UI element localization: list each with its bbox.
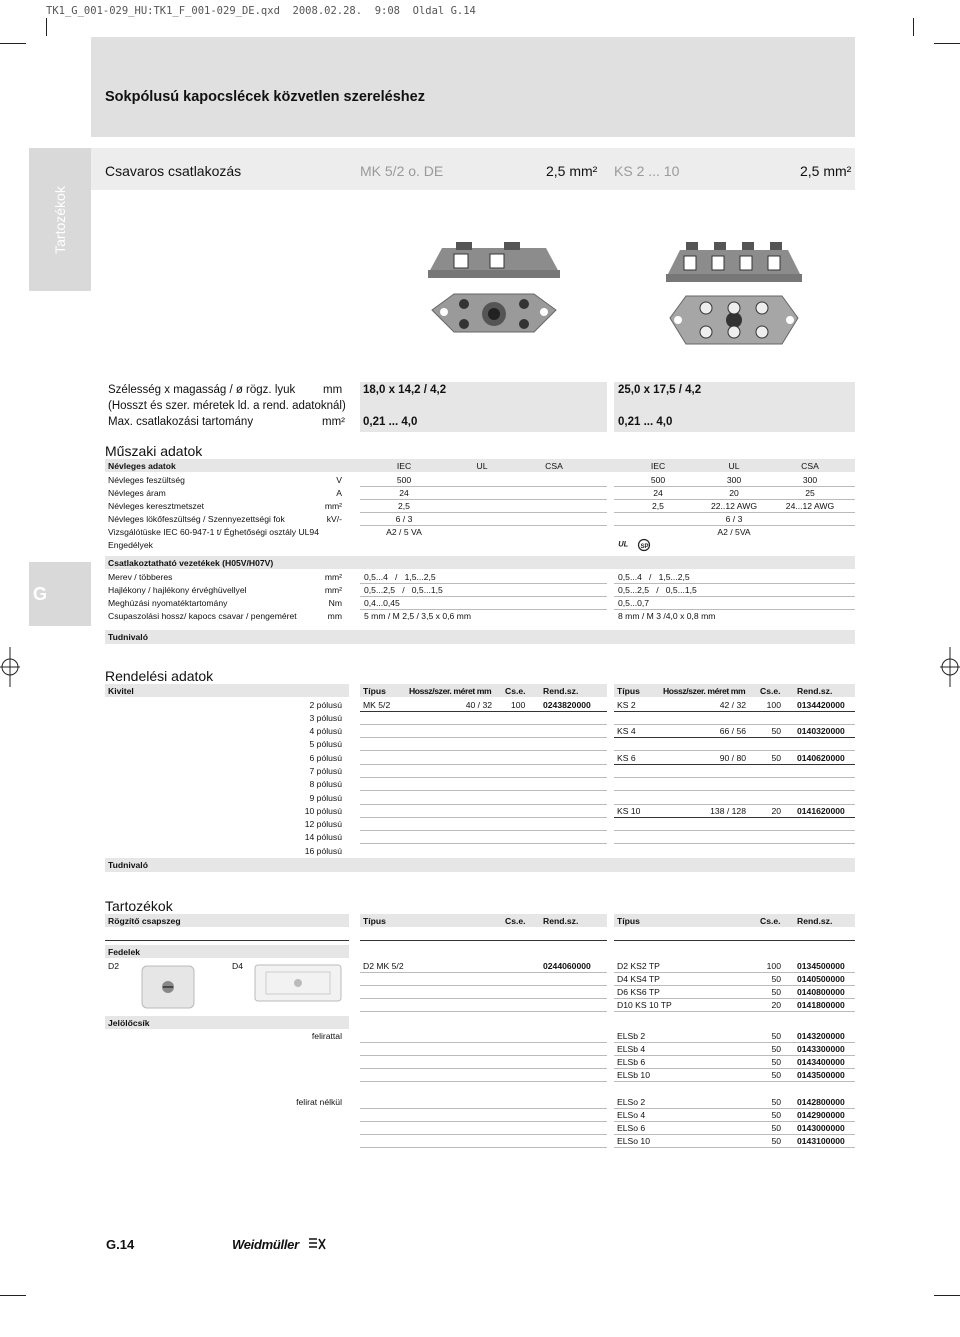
order-heading: Rendelési adatok [105,668,214,684]
product1-name: MK 5/2 o. DE [360,163,444,179]
row-rule [360,499,607,500]
p2-conductor-value: 0,5...2,5 / 0,5...1,5 [618,585,697,595]
acc-p2-cover-qty: 100 [766,961,781,971]
p1-iec-value: A2 / 5 VA [386,527,422,537]
pole-item: 2 pólusú [309,700,342,710]
pole-item: 16 pólusú [304,846,342,856]
elso-qty: 50 [771,1123,781,1133]
row-rule [360,843,607,844]
row-rule [360,525,607,526]
kivitel-header: Kivitel [108,686,134,696]
tech-row-label: Engedélyek [108,540,153,550]
row-rule [614,1134,855,1135]
row-rule [360,512,607,513]
p1-dim-header: Hossz/szer. méret mm [409,686,492,696]
row-rule [360,764,607,765]
conductor-label: Hajlékony / hajlékony érvéghüvellyel [108,585,247,595]
side-letter: G [33,584,48,604]
row-rule [614,1068,855,1069]
p2-order-no: 0141620000 [797,806,845,816]
ul-csa-approval-icon [617,538,653,552]
tech-row-label: Névleges áram [108,488,166,498]
row-rule [614,1055,855,1056]
pole-item: 3 pólusú [309,713,342,723]
order-header-bar [105,684,349,697]
elsb-qty: 50 [771,1057,781,1067]
elsb-no: 0143400000 [797,1057,845,1067]
conductor-label: Meghúzási nyomatéktartomány [108,598,228,608]
elso-no: 0142800000 [797,1097,845,1107]
p1-order-no: 0243820000 [543,700,591,710]
row-rule [360,1134,607,1135]
row-rule [360,998,607,999]
p2-conductor-value: 8 mm / M 3 /4,0 x 0,8 mm [618,611,716,621]
p2-order-qty: 50 [771,753,781,763]
row-rule [614,790,855,791]
acc-heading: Tartozékok [105,898,173,914]
pole-item: 6 pólusú [309,753,342,763]
p2-order-no: 0140620000 [797,753,845,763]
acc-p2-no-header: Rend.sz. [797,916,833,926]
row-rule [360,985,607,986]
row-rule [614,525,855,526]
elsb-type: ELSb 2 [617,1031,646,1041]
registration-mark-right [940,647,960,687]
crop-mark [934,1295,960,1296]
row-rule [614,750,855,751]
p2-size: 25,0 x 17,5 / 4,2 [618,384,702,396]
p2-ul-value: 300 [726,475,742,485]
p2-order-dim: 90 / 80 [719,753,746,763]
row-rule [614,609,855,610]
row-rule [614,583,855,584]
tech-row-unit: mm² [324,501,342,511]
row-rule [614,985,855,986]
d2-label: D2 [108,961,119,971]
row-rule [614,817,855,818]
tech-row-label: Névleges feszültség [108,475,185,485]
p2-order-type: KS 4 [617,726,636,736]
cover-d2-image [138,962,198,1012]
dims-label-3: Max. csatlakozási tartomány [108,416,254,428]
p2-order-qty: 50 [771,726,781,736]
row-rule [360,1068,607,1069]
p2-iec-value: 2,5 [652,501,664,511]
p1-col-ul: UL [476,461,488,471]
row-rule [360,750,607,751]
p1-conductor-value: 0,4...0,45 [364,598,400,608]
row-rule [614,972,855,973]
row-rule [360,1147,607,1148]
p2-ul-value: 22..12 AWG [710,501,757,511]
pole-item: 12 pólusú [304,819,342,829]
fedelek-bar [105,945,349,958]
crop-mark [934,43,960,44]
elso-qty: 50 [771,1097,781,1107]
fedelek-header: Fedelek [108,947,141,957]
row-rule [360,972,607,973]
order-note-bar [105,858,855,872]
tech-heading: Műszaki adatok [105,443,203,459]
p1-col-iec: IEC [396,461,412,471]
dims-unit-3: mm² [322,416,345,428]
tech-row-unit: A [336,488,342,498]
feliratos-label: felirattal [311,1031,342,1041]
acc-p2-cover-no: 0140800000 [797,987,845,997]
tech-note: Tudnivaló [108,632,148,642]
row-rule [614,1147,855,1148]
elsb-qty: 50 [771,1031,781,1041]
elsb-type: ELSb 4 [617,1044,646,1054]
p2-order-qty: 100 [766,700,781,710]
p1-order-qty: 100 [511,700,526,710]
order-note: Tudnivaló [108,860,148,870]
p2-order-qty: 20 [771,806,781,816]
product1-image [424,232,564,352]
row-rule [360,1055,607,1056]
elso-qty: 50 [771,1110,781,1120]
svg-text:ᵁᴸ: ᵁᴸ [618,540,628,552]
acc-p1-qty-header: Cs.e. [505,916,526,926]
elso-no: 0143100000 [797,1136,845,1146]
row-rule [360,817,607,818]
acc-p2-qty-header: Cs.e. [760,916,781,926]
p2-order-dim: 42 / 32 [719,700,746,710]
section-rule [614,940,855,941]
row-rule [614,711,855,712]
p2-order-type: KS 2 [617,700,636,710]
p2-col-iec: IEC [650,461,666,471]
p2-conductor-value: 0,5...4 / 1,5...2,5 [618,572,690,582]
elsb-no: 0143300000 [797,1044,845,1054]
p1-order-type: MK 5/2 [363,700,391,710]
row-rule [614,486,855,487]
row-rule [614,1108,855,1109]
connection-title: Csavaros csatlakozás [105,163,242,179]
p1-order-dim: 40 / 32 [465,700,492,710]
row-rule [614,764,855,765]
p2-no-header: Rend.sz. [797,686,833,696]
pole-item: 7 pólusú [309,766,342,776]
acc-p2-cover-type: D2 KS2 TP [617,961,660,971]
p2-order-no: 0140320000 [797,726,845,736]
row-rule [360,486,607,487]
elso-qty: 50 [771,1136,781,1146]
p1-iec-value: 500 [396,475,412,485]
acc-p2-cover-qty: 50 [771,987,781,997]
row-rule [360,804,607,805]
acc-p2-cover-no: 0140500000 [797,974,845,984]
pole-item: 10 pólusú [304,806,342,816]
p1-iec-value: 2,5 [398,501,410,511]
acc-p2-cover-type: D4 KS4 TP [617,974,660,984]
row-rule [360,790,607,791]
file-header-line: TK1_G_001-029_HU:TK1_F_001-029_DE.qxd 2008.02.28. 9:08 Oldal G.14 [46,5,476,17]
elsb-type: ELSb 6 [617,1057,646,1067]
row-rule [614,1011,855,1012]
conductor-unit: mm² [324,585,342,595]
side-tab-label: Tartozékok [52,186,68,254]
acc-p2-cover-qty: 50 [771,974,781,984]
p2-order-type: KS 10 [617,806,641,816]
p1-col-csa: CSA [545,461,563,471]
p2-conductor-value: 0,5...0,7 [618,598,650,608]
row-rule [360,609,607,610]
pole-item: 9 pólusú [309,793,342,803]
row-rule [360,1121,607,1122]
p2-csa-value: 300 [802,475,818,485]
jelolocsik-header: Jelölőcsík [108,1018,150,1028]
acc-p1-cover-type: D2 MK 5/2 [363,961,404,971]
acc-p2-cover-no: 0141800000 [797,1000,845,1010]
p2-type-header: Típus [617,686,640,696]
row-rule [614,998,855,999]
row-rule [360,1042,607,1043]
page-title: Sokpólusú kapocslécek közvetlen szereléshez [105,89,425,105]
p2-iec-value: A2 / 5VA [717,527,751,537]
tech-row-label: Névleges lökőfeszültség / Szennyezettségi fok [108,514,285,524]
elsb-qty: 50 [771,1070,781,1080]
crop-mark [913,18,914,36]
acc-p1-cover-no: 0244060000 [543,961,591,971]
acc-p2-cover-no: 0134500000 [797,961,845,971]
elso-type: ELSo 2 [617,1097,646,1107]
p1-range: 0,21 ... 4,0 [363,416,418,428]
brand-logo: Weidmüller [232,1237,299,1252]
svg-text:SP: SP [640,544,649,550]
elso-type: ELSo 10 [617,1136,650,1146]
row-rule [360,1108,607,1109]
conductor-header: Csatlakoztatható vezetékek (H05V/H07V) [108,558,274,568]
elsb-no: 0143500000 [797,1070,845,1080]
elsb-qty: 50 [771,1044,781,1054]
crop-mark [0,1295,26,1296]
tech-row-unit: V [336,475,342,485]
row-rule [614,1121,855,1122]
row-rule [360,583,607,584]
row-rule [360,737,607,738]
pole-item: 5 pólusú [309,739,342,749]
section-rule [360,940,607,941]
dims-label-2: (Hosszt és szer. méretek ld. a rend. adatoknál) [108,400,346,412]
p2-range: 0,21 ... 4,0 [618,416,673,428]
page-number: G.14 [106,1237,135,1252]
p2-col-csa: CSA [801,461,819,471]
row-rule [360,1081,607,1082]
p2-csa-value: 25 [805,488,815,498]
p1-size: 18,0 x 14,2 / 4,2 [363,384,447,396]
p2-col-ul: UL [728,461,740,471]
p1-conductor-value: 5 mm / M 2,5 / 3,5 x 0,6 mm [364,611,471,621]
dims-label-1: Szélesség x magasság / ø rögz. lyuk [108,384,296,396]
acc-p2-cover-type: D6 KS6 TP [617,987,660,997]
tech-row-label: Vizsgálótüske IEC 60-947-1 t/ Éghetőségi osztály UL94 [108,527,319,537]
brand-mark-icon [308,1237,326,1251]
p2-order-no: 0134420000 [797,700,845,710]
row-rule [614,1042,855,1043]
tech-row-unit: kV/- [326,514,342,524]
rated-header: Névleges adatok [108,461,176,471]
row-rule [614,777,855,778]
p1-qty-header: Cs.e. [505,686,526,696]
p2-order-type: KS 6 [617,753,636,763]
conductor-unit: Nm [328,598,342,608]
row-rule [360,1011,607,1012]
conductor-label: Csupaszolási hossz/ kapocs csavar / pengeméret [108,611,297,621]
felirat-nelkul-label: felirat nélkül [296,1097,342,1107]
p2-ul-value: 20 [729,488,739,498]
row-rule [614,843,855,844]
product1-size: 2,5 mm² [546,163,598,179]
product2-size: 2,5 mm² [800,163,852,179]
row-rule [360,596,607,597]
p1-iec-value: 24 [399,488,409,498]
tech-row-label: Névleges keresztmetszet [108,501,204,511]
row-rule [360,830,607,831]
p1-no-header: Rend.sz. [543,686,579,696]
row-rule [614,499,855,500]
acc-p2-cover-qty: 20 [771,1000,781,1010]
pole-item: 8 pólusú [309,779,342,789]
p1-conductor-value: 0,5...4 / 1,5...2,5 [364,572,436,582]
acc-p2-type-header: Típus [617,916,640,926]
rogzito-header: Rögzítő csapszeg [108,916,181,926]
crop-mark [46,18,47,36]
p1-type-header: Típus [363,686,386,696]
acc-p1-type-header: Típus [363,916,386,926]
title-band [91,37,855,137]
conductor-unit: mm² [324,572,342,582]
acc-p2-cover-type: D10 KS 10 TP [617,1000,672,1010]
p2-order-dim: 66 / 56 [719,726,746,736]
registration-mark-left [0,647,20,687]
elso-type: ELSo 4 [617,1110,646,1120]
section-rule [105,940,349,941]
crop-mark [0,43,26,44]
conductor-label: Merev / többeres [108,572,173,582]
p2-iec-value: 6 / 3 [725,514,743,524]
row-rule [360,724,607,725]
d4-label: D4 [232,961,243,971]
p2-dim-header: Hossz/szer. méret mm [663,686,746,696]
elso-type: ELSo 6 [617,1123,646,1133]
p2-iec-value: 500 [650,475,666,485]
row-rule [614,737,855,738]
tech-note-bar [105,630,855,644]
p1-iec-value: 6 / 3 [395,514,413,524]
cover-d4-image [252,962,344,1004]
dims-unit-1: mm [323,384,343,396]
p2-qty-header: Cs.e. [760,686,781,696]
product2-name: KS 2 ... 10 [614,163,680,179]
product2-image [664,232,804,352]
row-rule [360,777,607,778]
row-rule [614,724,855,725]
elsb-no: 0143200000 [797,1031,845,1041]
pole-item: 14 pólusú [304,832,342,842]
p2-order-dim: 138 / 128 [710,806,746,816]
row-rule [614,830,855,831]
p1-conductor-value: 0,5...2,5 / 0,5...1,5 [364,585,443,595]
pole-item: 4 pólusú [309,726,342,736]
row-rule [360,711,607,712]
p2-iec-value: 24 [653,488,663,498]
acc-p1-no-header: Rend.sz. [543,916,579,926]
conductor-unit: mm [327,611,342,621]
row-rule [614,596,855,597]
row-rule [614,512,855,513]
elsb-type: ELSb 10 [617,1070,650,1080]
elso-no: 0143000000 [797,1123,845,1133]
elso-no: 0142900000 [797,1110,845,1120]
p2-csa-value: 24...12 AWG [785,501,835,511]
row-rule [614,804,855,805]
row-rule [614,1081,855,1082]
